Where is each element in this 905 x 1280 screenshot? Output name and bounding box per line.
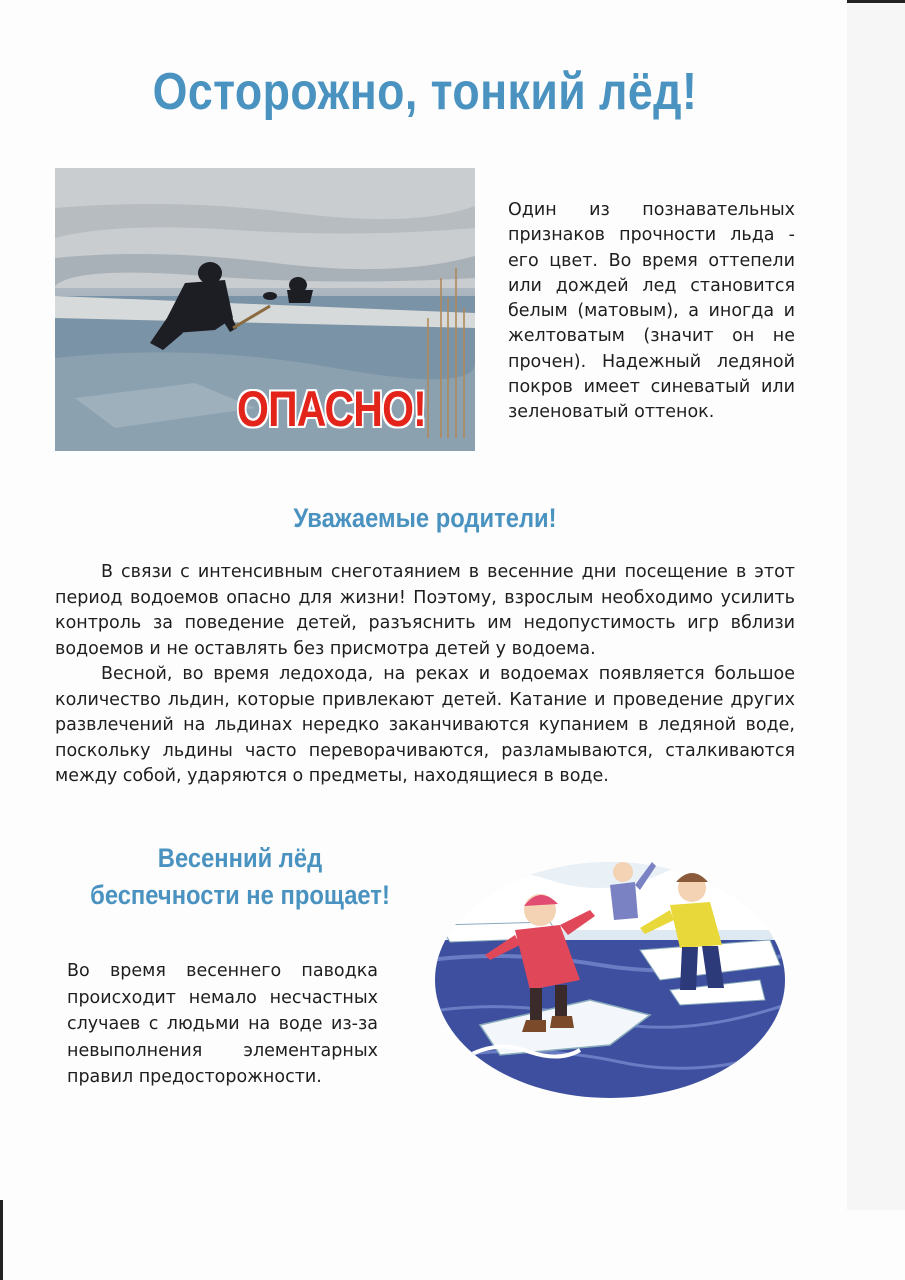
spring-heading-line2: беспечности не прощает! <box>90 880 390 910</box>
ice-color-info: Один из познавательных признаков прочности льда - его цвет. Во время оттепели или дождей лед становится белым (матовым), а иногда и желтоватым (значит он не прочен). Надежный ледяной покров имеет синеватый или зеленоватый оттенок. <box>508 200 795 423</box>
parents-heading: Уважаемые родители! <box>293 503 557 533</box>
ice-rescue-photo <box>55 168 475 451</box>
paragraph: В связи с интенсивным снеготаянием в весенние дни посещение в этот период водоемов опасно для жизни! Поэтому, взрослым необходимо усилить контроль за поведение детей, разъяснить им недопустимость игр вблизи водоемов и не оставлять без присмотра детей у водоема. <box>55 562 795 659</box>
flood-warning-text: Во время весеннего паводка происходит немало несчастных случаев с людьми на воде из-за невыполнения элементарных правил предосторожности. <box>67 961 378 1087</box>
parents-body <box>55 560 795 790</box>
page-title: Осторожно, тонкий лёд! <box>152 63 698 121</box>
danger-label: ОПАСНО! <box>237 381 426 437</box>
ice-floe-scene <box>430 830 785 1100</box>
paragraph: Весной, во время ледохода, на реках и водоемах появляется большое количество льдин, которые привлекают детей. Катание и проведение других развлечений на льдинах нередко заканчиваются купанием в ледяной воде, поскольку льдины часто переворачиваются, разламываются, сталкиваются между собой, ударяются о предметы, находящиеся в воде. <box>55 664 795 786</box>
scan-mark <box>0 1200 3 1280</box>
spring-heading-line1: Весенний лёд <box>157 843 323 873</box>
scan-mark <box>847 0 905 3</box>
scan-margin <box>847 0 905 1210</box>
children-on-ice-illustration <box>430 830 785 1100</box>
spring-heading <box>77 840 403 914</box>
